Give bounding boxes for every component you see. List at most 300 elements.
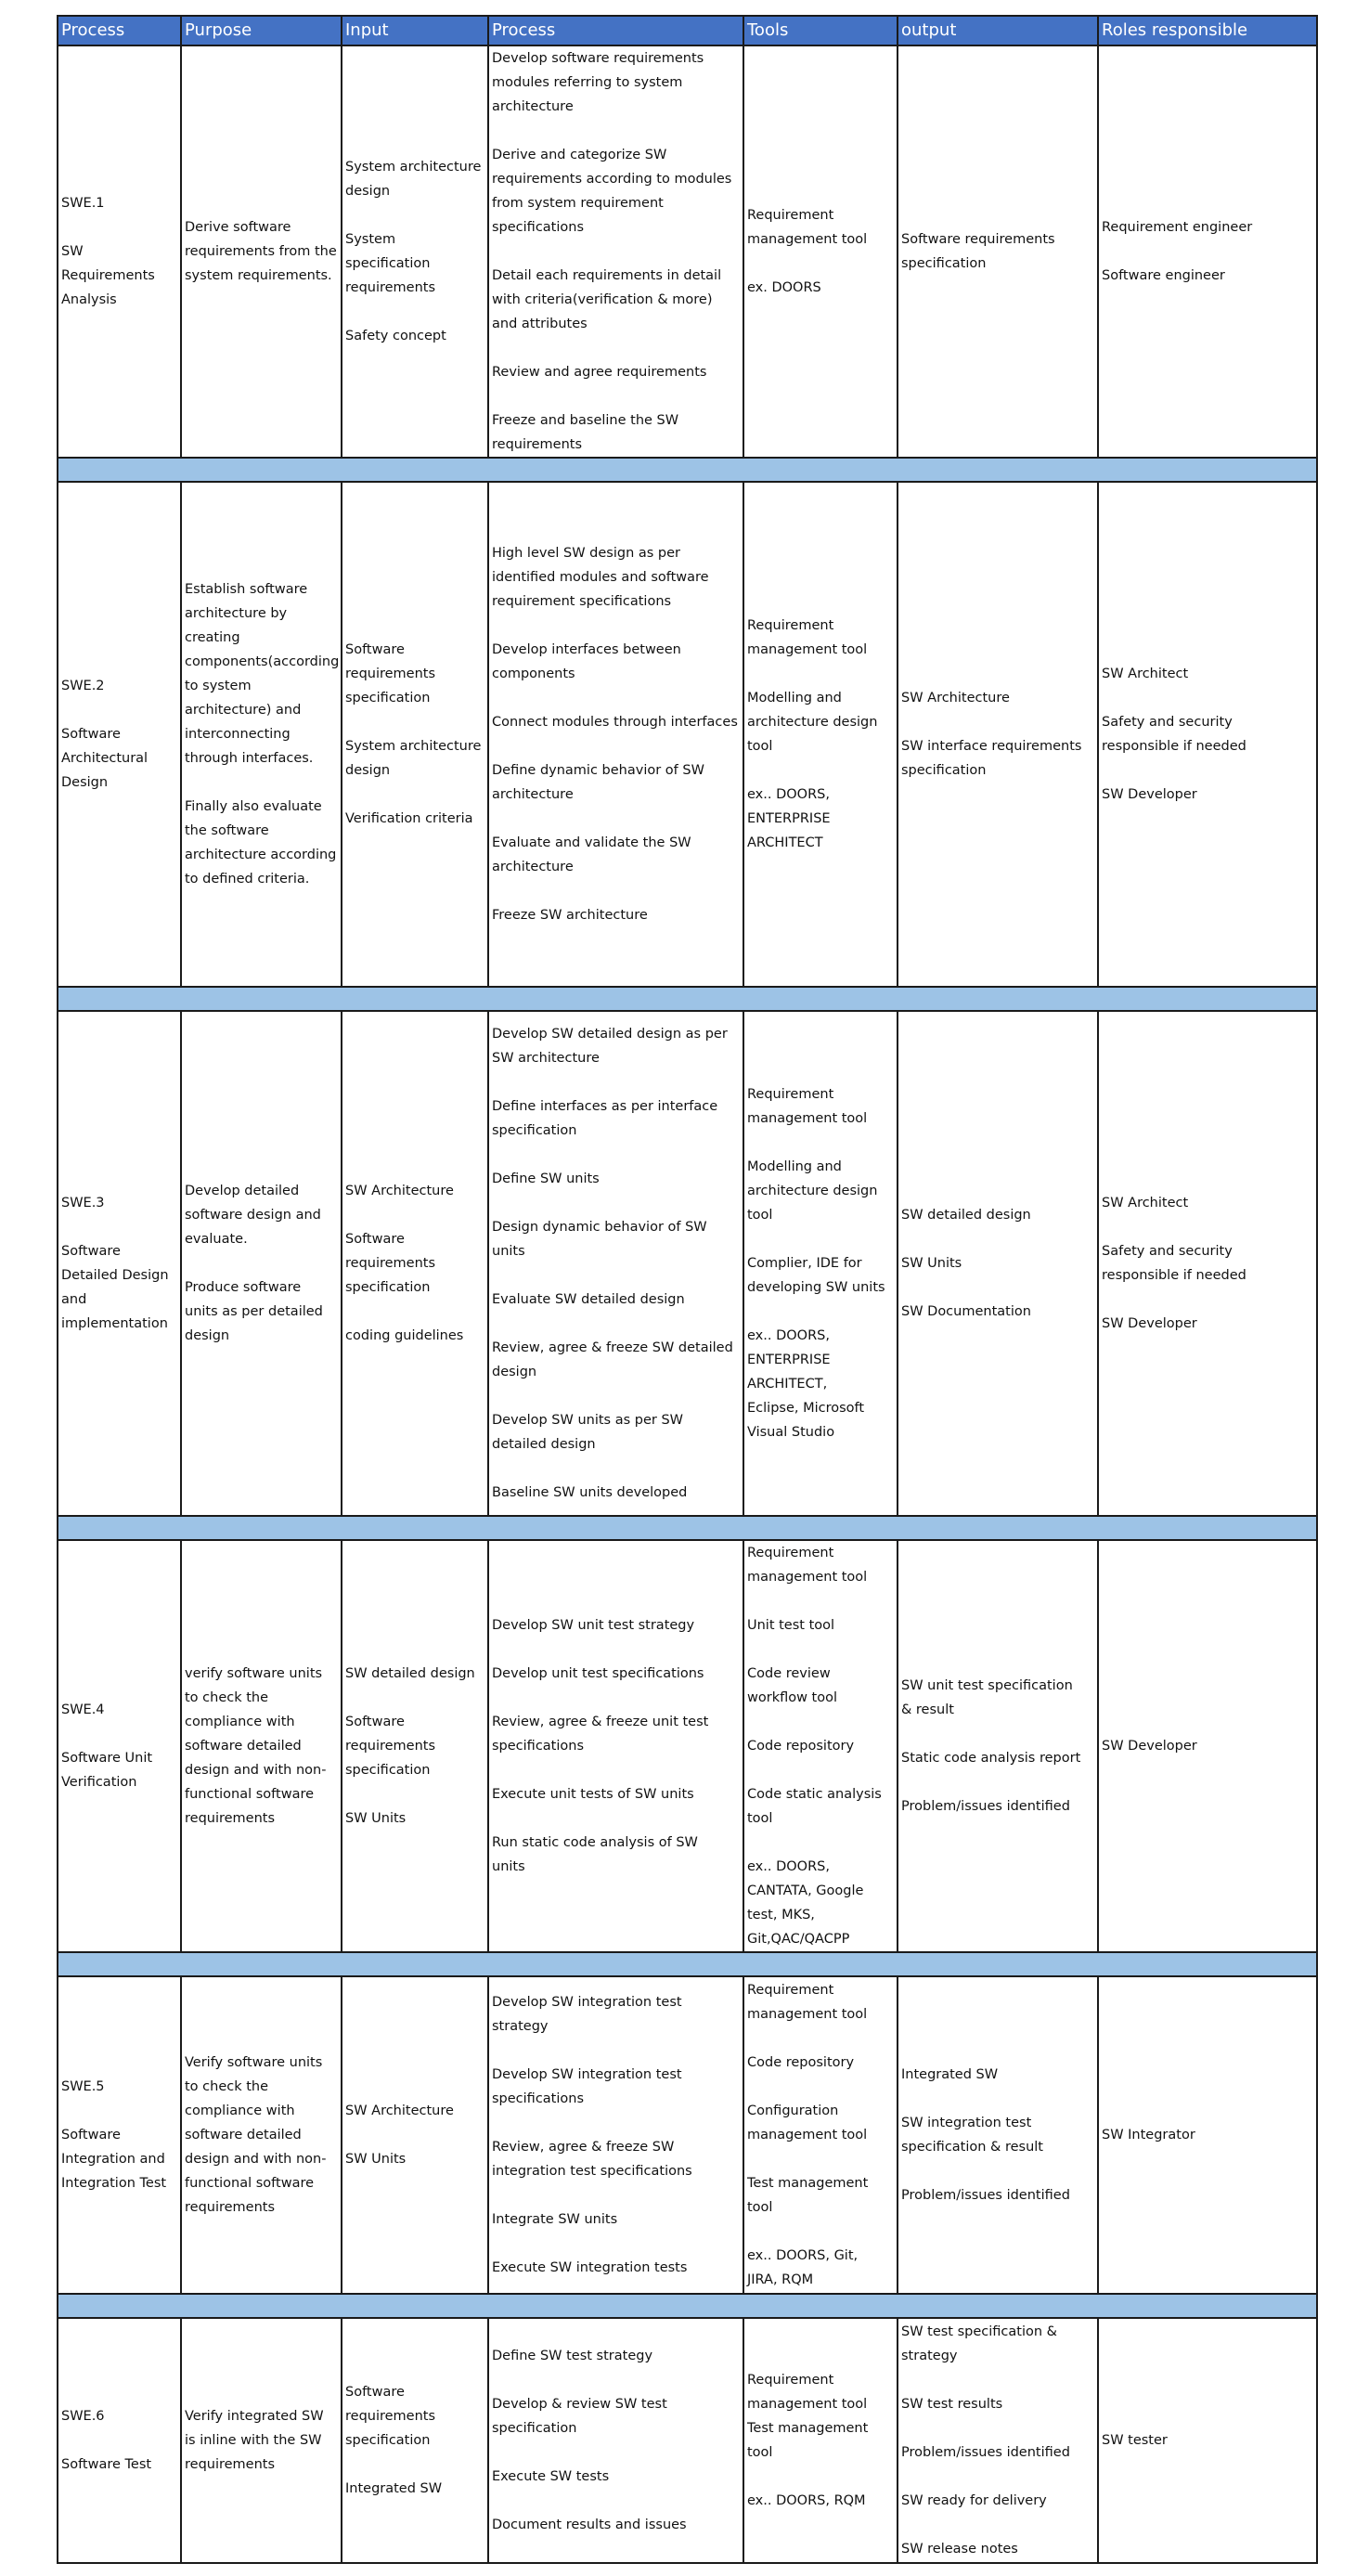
process-name: Design	[61, 775, 109, 790]
paragraph-gap	[901, 2465, 1094, 2489]
activities-text: Evaluate SW detailed design	[492, 1292, 685, 1307]
process-cell	[58, 482, 181, 987]
paragraph-gap	[61, 698, 177, 722]
table-body	[58, 45, 1317, 2563]
process-id: SWE.5	[61, 2079, 105, 2094]
purpose-text: is inline with the SW	[185, 2433, 322, 2448]
tools-text: CANTATA, Google	[747, 1883, 864, 1898]
tools-text: ex.. DOORS, RQM	[747, 2493, 866, 2508]
tools-cell	[743, 45, 898, 458]
tools-text: Code static analysis	[747, 1787, 882, 1802]
roles-text: responsible if needed	[1102, 739, 1246, 754]
paragraph-gap	[345, 2453, 484, 2477]
paragraph-gap	[492, 1806, 740, 1831]
input-text: requirements	[345, 2409, 436, 2424]
output-text: SW Documentation	[901, 1304, 1031, 1319]
process-name: Architectural	[61, 751, 149, 766]
tools-text: JIRA, RQM	[747, 2272, 814, 2287]
tools-text: management tool	[747, 2397, 868, 2412]
tools-text: tool	[747, 1208, 773, 1223]
input-text: design	[345, 763, 391, 778]
activities-text: design	[492, 1365, 537, 1379]
output-text: SW ready for delivery	[901, 2493, 1047, 2508]
paragraph-gap	[747, 1131, 894, 1155]
activities-text: Develop SW integration test	[492, 1995, 682, 2010]
paragraph-gap	[492, 1384, 740, 1408]
paragraph-gap	[747, 2075, 894, 2099]
tools-text: test, MKS,	[747, 1908, 815, 1922]
process-name: SW	[61, 244, 84, 259]
output-text: specification	[901, 256, 987, 271]
paragraph-gap	[747, 2465, 894, 2489]
activities-text: strategy	[492, 2019, 549, 2034]
activities-text: Develop SW detailed design as per	[492, 1027, 728, 1042]
separator-cell	[58, 2294, 1317, 2318]
roles-text: SW Integrator	[1102, 2128, 1195, 2142]
tools-text: architecture design	[747, 1184, 878, 1198]
paragraph-gap	[61, 2099, 177, 2123]
output-text: Static code analysis report	[901, 1751, 1081, 1766]
header-purpose: Purpose	[181, 16, 342, 45]
purpose-text: the software	[185, 823, 269, 838]
tools-text: Requirement	[747, 618, 834, 633]
tools-cell	[743, 2318, 898, 2563]
output-text: specification	[901, 763, 987, 778]
tools-text: Requirement	[747, 2373, 834, 2388]
activities-text: specifications	[492, 220, 585, 235]
paragraph-gap	[492, 336, 740, 360]
input-text: coding guidelines	[345, 1328, 464, 1343]
purpose-cell	[181, 1011, 342, 1516]
output-text: SW detailed design	[901, 1208, 1031, 1223]
activities-text: Develop SW units as per SW	[492, 1413, 683, 1428]
purpose-text: software design and	[185, 1208, 321, 1223]
roles-cell	[1098, 2318, 1317, 2563]
process-name: Detailed Design	[61, 1268, 169, 1283]
output-text: SW test results	[901, 2397, 1003, 2412]
output-cell	[898, 1011, 1098, 1516]
output-text: SW integration test	[901, 2116, 1032, 2130]
table-row	[58, 1540, 1317, 1952]
paragraph-gap	[345, 300, 484, 324]
process-name: Integration and	[61, 2152, 165, 2167]
input-text: Integrated SW	[345, 2481, 443, 2496]
tools-text: ex.. DOORS,	[747, 1859, 830, 1874]
purpose-text: functional software	[185, 1787, 315, 1802]
activities-text: Baseline SW units developed	[492, 1485, 688, 1500]
tools-text: Requirement	[747, 208, 834, 223]
process-cell	[58, 1011, 181, 1516]
input-text: Software	[345, 642, 405, 657]
purpose-text: Derive software	[185, 220, 291, 235]
tools-text: Git,QAC/QACPP	[747, 1932, 850, 1947]
purpose-text: compliance with	[185, 1715, 295, 1729]
paragraph-gap	[747, 1710, 894, 1734]
input-text: requirements	[345, 1256, 436, 1271]
paragraph-gap	[747, 1227, 894, 1251]
process-name: Requirements	[61, 268, 155, 283]
purpose-text: requirements	[185, 2457, 276, 2472]
purpose-text: functional software	[185, 2176, 315, 2191]
activities-text: architecture	[492, 787, 574, 802]
paragraph-gap	[492, 807, 740, 831]
purpose-text: architecture by	[185, 606, 288, 621]
purpose-text: Verify integrated SW	[185, 2409, 324, 2424]
activities-text: Derive and categorize SW	[492, 148, 667, 162]
activities-text: Review, agree & freeze SW	[492, 2140, 675, 2155]
paragraph-gap	[1102, 758, 1313, 783]
tools-text: ex.. DOORS,	[747, 1328, 830, 1343]
input-cell	[342, 1011, 488, 1516]
paragraph-gap	[901, 2368, 1094, 2392]
tools-text: developing SW units	[747, 1280, 885, 1295]
header-input: Input	[342, 16, 488, 45]
tools-text: ex.. DOORS,	[747, 787, 830, 802]
input-text: specification	[345, 1763, 431, 1778]
roles-text: Safety and security	[1102, 715, 1233, 730]
purpose-text: Produce software	[185, 1280, 302, 1295]
separator-cell	[58, 458, 1317, 482]
activities-cell	[488, 45, 743, 458]
activities-text: Execute SW integration tests	[492, 2260, 688, 2275]
paragraph-gap	[492, 2039, 740, 2063]
paragraph-gap	[492, 686, 740, 710]
activities-text: Evaluate and validate the SW	[492, 835, 691, 850]
process-name: Integration Test	[61, 2176, 167, 2191]
purpose-text: evaluate.	[185, 1232, 248, 1247]
paragraph-gap	[1102, 686, 1313, 710]
input-text: System architecture	[345, 739, 482, 754]
paragraph-gap	[345, 1300, 484, 1324]
activities-text: Integrate SW units	[492, 2212, 618, 2227]
activities-cell	[488, 1540, 743, 1952]
purpose-text: design and with non-	[185, 2152, 327, 2167]
paragraph-gap	[492, 614, 740, 638]
paragraph-gap	[345, 2123, 484, 2147]
activities-text: requirements	[492, 437, 583, 452]
purpose-text: units as per detailed	[185, 1304, 323, 1319]
paragraph-gap	[747, 1300, 894, 1324]
tools-cell	[743, 1540, 898, 1952]
activities-text: Define dynamic behavior of SW	[492, 763, 704, 778]
roles-text: responsible if needed	[1102, 1268, 1246, 1283]
tools-text: management tool	[747, 2128, 868, 2142]
tools-text: management tool	[747, 642, 868, 657]
process-cell	[58, 45, 181, 458]
activities-text: High level SW design as per	[492, 546, 681, 561]
paragraph-gap	[1102, 239, 1313, 264]
output-text: SW Units	[901, 1256, 962, 1271]
separator-cell	[58, 987, 1317, 1011]
paragraph-gap	[345, 783, 484, 807]
paragraph-gap	[492, 734, 740, 758]
activities-text: Connect modules through interfaces	[492, 715, 738, 730]
output-text: & result	[901, 1702, 954, 1717]
tools-text: Requirement	[747, 1087, 834, 1102]
activities-text: SW architecture	[492, 1051, 600, 1066]
output-text: specification & result	[901, 2140, 1043, 2155]
output-text: Problem/issues identified	[901, 2188, 1070, 2203]
input-text: specification	[345, 691, 431, 705]
activities-text: Document results and issues	[492, 2518, 687, 2532]
activities-text: from system requirement	[492, 196, 664, 211]
purpose-text: Establish software	[185, 582, 308, 597]
input-text: Safety concept	[345, 329, 446, 343]
output-text: Software requirements	[901, 232, 1055, 247]
input-cell	[342, 482, 488, 987]
paragraph-gap	[901, 1227, 1094, 1251]
output-cell	[898, 45, 1098, 458]
paragraph-gap	[61, 215, 177, 239]
activities-text: units	[492, 1244, 525, 1259]
process-id: SWE.1	[61, 196, 105, 211]
paragraph-gap	[492, 1143, 740, 1167]
process-name: Software	[61, 2128, 121, 2142]
tools-text: architecture design	[747, 715, 878, 730]
roles-text: SW Architect	[1102, 667, 1189, 681]
roles-text: SW Developer	[1102, 1316, 1197, 1331]
purpose-text: software detailed	[185, 2128, 302, 2142]
paragraph-gap	[747, 252, 894, 276]
tools-text: Eclipse, Microsoft	[747, 1401, 865, 1416]
paragraph-gap	[492, 1070, 740, 1094]
input-text: SW Architecture	[345, 2104, 454, 2118]
input-text: SW Architecture	[345, 1184, 454, 1198]
purpose-text: Finally also evaluate	[185, 799, 322, 814]
process-cell	[58, 2318, 181, 2563]
purpose-text: verify software units	[185, 1666, 323, 1681]
activities-text: Execute unit tests of SW units	[492, 1787, 694, 1802]
paragraph-gap	[492, 239, 740, 264]
input-text: Software	[345, 2385, 405, 2400]
tools-text: ENTERPRISE	[747, 1353, 831, 1367]
activities-text: Develop & review SW test	[492, 2397, 667, 2412]
paragraph-gap	[492, 1191, 740, 1215]
purpose-text: to defined criteria.	[185, 872, 310, 887]
activities-text: specifications	[492, 1739, 585, 1754]
activities-text: Develop SW unit test strategy	[492, 1618, 695, 1633]
input-text: specification	[345, 1280, 431, 1295]
process-name: Analysis	[61, 292, 117, 307]
output-text: SW release notes	[901, 2542, 1018, 2557]
roles-text: Safety and security	[1102, 1244, 1233, 1259]
input-text: Verification criteria	[345, 811, 473, 826]
paragraph-gap	[492, 2368, 740, 2392]
paragraph-gap	[901, 2159, 1094, 2183]
separator-cell	[58, 1516, 1317, 1540]
separator-row	[58, 1516, 1317, 1540]
paragraph-gap	[901, 1770, 1094, 1794]
purpose-text: interconnecting	[185, 727, 291, 742]
input-cell	[342, 45, 488, 458]
input-text: Software	[345, 1232, 405, 1247]
paragraph-gap	[747, 662, 894, 686]
table-row	[58, 1976, 1317, 2294]
paragraph-gap	[901, 2513, 1094, 2537]
paragraph-gap	[747, 758, 894, 783]
activities-text: Review, agree & freeze unit test	[492, 1715, 709, 1729]
tools-text: Code review	[747, 1666, 831, 1681]
output-text: SW test specification &	[901, 2324, 1057, 2339]
activities-text: integration test specifications	[492, 2164, 692, 2179]
tools-text: Requirement	[747, 1546, 834, 1560]
tools-text: management tool	[747, 232, 868, 247]
activities-text: requirement specifications	[492, 594, 672, 609]
activities-text: Run static code analysis of SW	[492, 1835, 698, 1850]
paragraph-gap	[345, 710, 484, 734]
roles-cell	[1098, 482, 1317, 987]
process-name: Software	[61, 727, 121, 742]
paragraph-gap	[492, 1263, 740, 1288]
output-text: strategy	[901, 2349, 958, 2363]
tools-cell	[743, 482, 898, 987]
output-cell	[898, 2318, 1098, 2563]
input-text: System architecture	[345, 160, 482, 175]
activities-cell	[488, 2318, 743, 2563]
output-cell	[898, 1540, 1098, 1952]
paragraph-gap	[345, 1686, 484, 1710]
purpose-text: components(according	[185, 654, 340, 669]
purpose-cell	[181, 1540, 342, 1952]
activities-text: Develop unit test specifications	[492, 1666, 704, 1681]
purpose-text: design	[185, 1328, 230, 1343]
table-row	[58, 2318, 1317, 2563]
input-text: requirements	[345, 667, 436, 681]
process-id: SWE.2	[61, 679, 105, 693]
purpose-text: Develop detailed	[185, 1184, 300, 1198]
purpose-text: architecture) and	[185, 703, 302, 718]
purpose-cell	[181, 1976, 342, 2294]
input-text: Software	[345, 1715, 405, 1729]
paragraph-gap	[1102, 1288, 1313, 1312]
paragraph-gap	[901, 1275, 1094, 1300]
input-cell	[342, 1976, 488, 2294]
output-text: Integrated SW	[901, 2067, 999, 2082]
tools-text: ENTERPRISE	[747, 811, 831, 826]
activities-text: identified modules and software	[492, 570, 709, 585]
activities-text: Freeze and baseline the SW	[492, 413, 679, 428]
activities-text: Develop software requirements	[492, 51, 704, 66]
paragraph-gap	[1102, 1215, 1313, 1239]
header-row	[58, 16, 1317, 45]
paragraph-gap	[492, 2183, 740, 2207]
tools-text: Unit test tool	[747, 1618, 835, 1633]
roles-text: SW Developer	[1102, 787, 1197, 802]
roles-text: SW Architect	[1102, 1196, 1189, 1210]
purpose-text: system requirements.	[185, 268, 332, 283]
paragraph-gap	[492, 384, 740, 408]
purpose-text: requirements from the	[185, 244, 337, 259]
header-process-id: Process	[58, 16, 181, 45]
paragraph-gap	[747, 1831, 894, 1855]
purpose-text: compliance with	[185, 2104, 295, 2118]
activities-text: Detail each requirements in detail	[492, 268, 722, 283]
activities-text: Execute SW tests	[492, 2469, 610, 2484]
purpose-text: design and with non-	[185, 1763, 327, 1778]
paragraph-gap	[747, 1758, 894, 1782]
output-text: SW interface requirements	[901, 739, 1082, 754]
paragraph-gap	[747, 2147, 894, 2171]
roles-cell	[1098, 45, 1317, 458]
paragraph-gap	[492, 2232, 740, 2256]
purpose-cell	[181, 45, 342, 458]
paragraph-gap	[185, 770, 338, 795]
activities-text: and attributes	[492, 317, 588, 331]
activities-text: specifications	[492, 2091, 585, 2106]
roles-cell	[1098, 1011, 1317, 1516]
paragraph-gap	[901, 1722, 1094, 1746]
tools-text: ARCHITECT	[747, 835, 823, 850]
activities-text: Define SW units	[492, 1171, 600, 1186]
purpose-text: Verify software units	[185, 2055, 323, 2070]
output-cell	[898, 1976, 1098, 2294]
purpose-text: through interfaces.	[185, 751, 314, 766]
roles-cell	[1098, 1976, 1317, 2294]
tools-text: Code repository	[747, 1739, 855, 1754]
tools-text: Test management tool	[747, 2421, 869, 2460]
activities-text: components	[492, 667, 575, 681]
purpose-cell	[181, 482, 342, 987]
process-table	[57, 15, 1318, 2564]
purpose-text: architecture according	[185, 848, 337, 862]
activities-text: architecture	[492, 860, 574, 874]
paragraph-gap	[901, 2416, 1094, 2440]
purpose-text: requirements	[185, 1811, 276, 1826]
header-process-activities: Process	[488, 16, 743, 45]
process-id: SWE.4	[61, 1702, 105, 1717]
activities-cell	[488, 1011, 743, 1516]
roles-text: Software engineer	[1102, 268, 1225, 283]
paragraph-gap	[492, 879, 740, 903]
activities-text: requirements according to modules	[492, 172, 732, 187]
activities-text: Define interfaces as per interface	[492, 1099, 718, 1114]
activities-text: specification	[492, 2421, 577, 2436]
paragraph-gap	[747, 1589, 894, 1613]
tools-text: Visual Studio	[747, 1425, 835, 1440]
activities-text: Define SW test strategy	[492, 2349, 653, 2363]
tools-text: Requirement	[747, 1983, 834, 1998]
paragraph-gap	[345, 1203, 484, 1227]
table-row	[58, 1011, 1317, 1516]
input-text: System specification	[345, 232, 431, 271]
process-name: Verification	[61, 1775, 137, 1790]
tools-text: Configuration	[747, 2104, 839, 2118]
process-name: Software	[61, 1244, 121, 1259]
tools-text: ex. DOORS	[747, 280, 821, 295]
tools-text: Complier, IDE for	[747, 1256, 862, 1271]
process-name: Software Unit	[61, 1751, 153, 1766]
tools-text: tool	[747, 1811, 773, 1826]
paragraph-gap	[492, 1686, 740, 1710]
process-name: implementation	[61, 1316, 168, 1331]
roles-cell	[1098, 1540, 1317, 1952]
input-cell	[342, 1540, 488, 1952]
paragraph-gap	[492, 2489, 740, 2513]
roles-text: SW Developer	[1102, 1739, 1197, 1754]
input-text: specification	[345, 2433, 431, 2448]
tools-text: ex.. DOORS, Git,	[747, 2248, 859, 2263]
paragraph-gap	[492, 2111, 740, 2135]
paragraph-gap	[345, 1782, 484, 1806]
tools-text: Modelling and	[747, 1159, 842, 1174]
paragraph-gap	[492, 1758, 740, 1782]
activities-text: Design dynamic behavior of SW	[492, 1220, 707, 1235]
process-cell	[58, 1976, 181, 2294]
tools-text: Test management tool	[747, 2176, 869, 2215]
paragraph-gap	[492, 1312, 740, 1336]
paragraph-gap	[61, 1215, 177, 1239]
purpose-text: requirements	[185, 2200, 276, 2215]
